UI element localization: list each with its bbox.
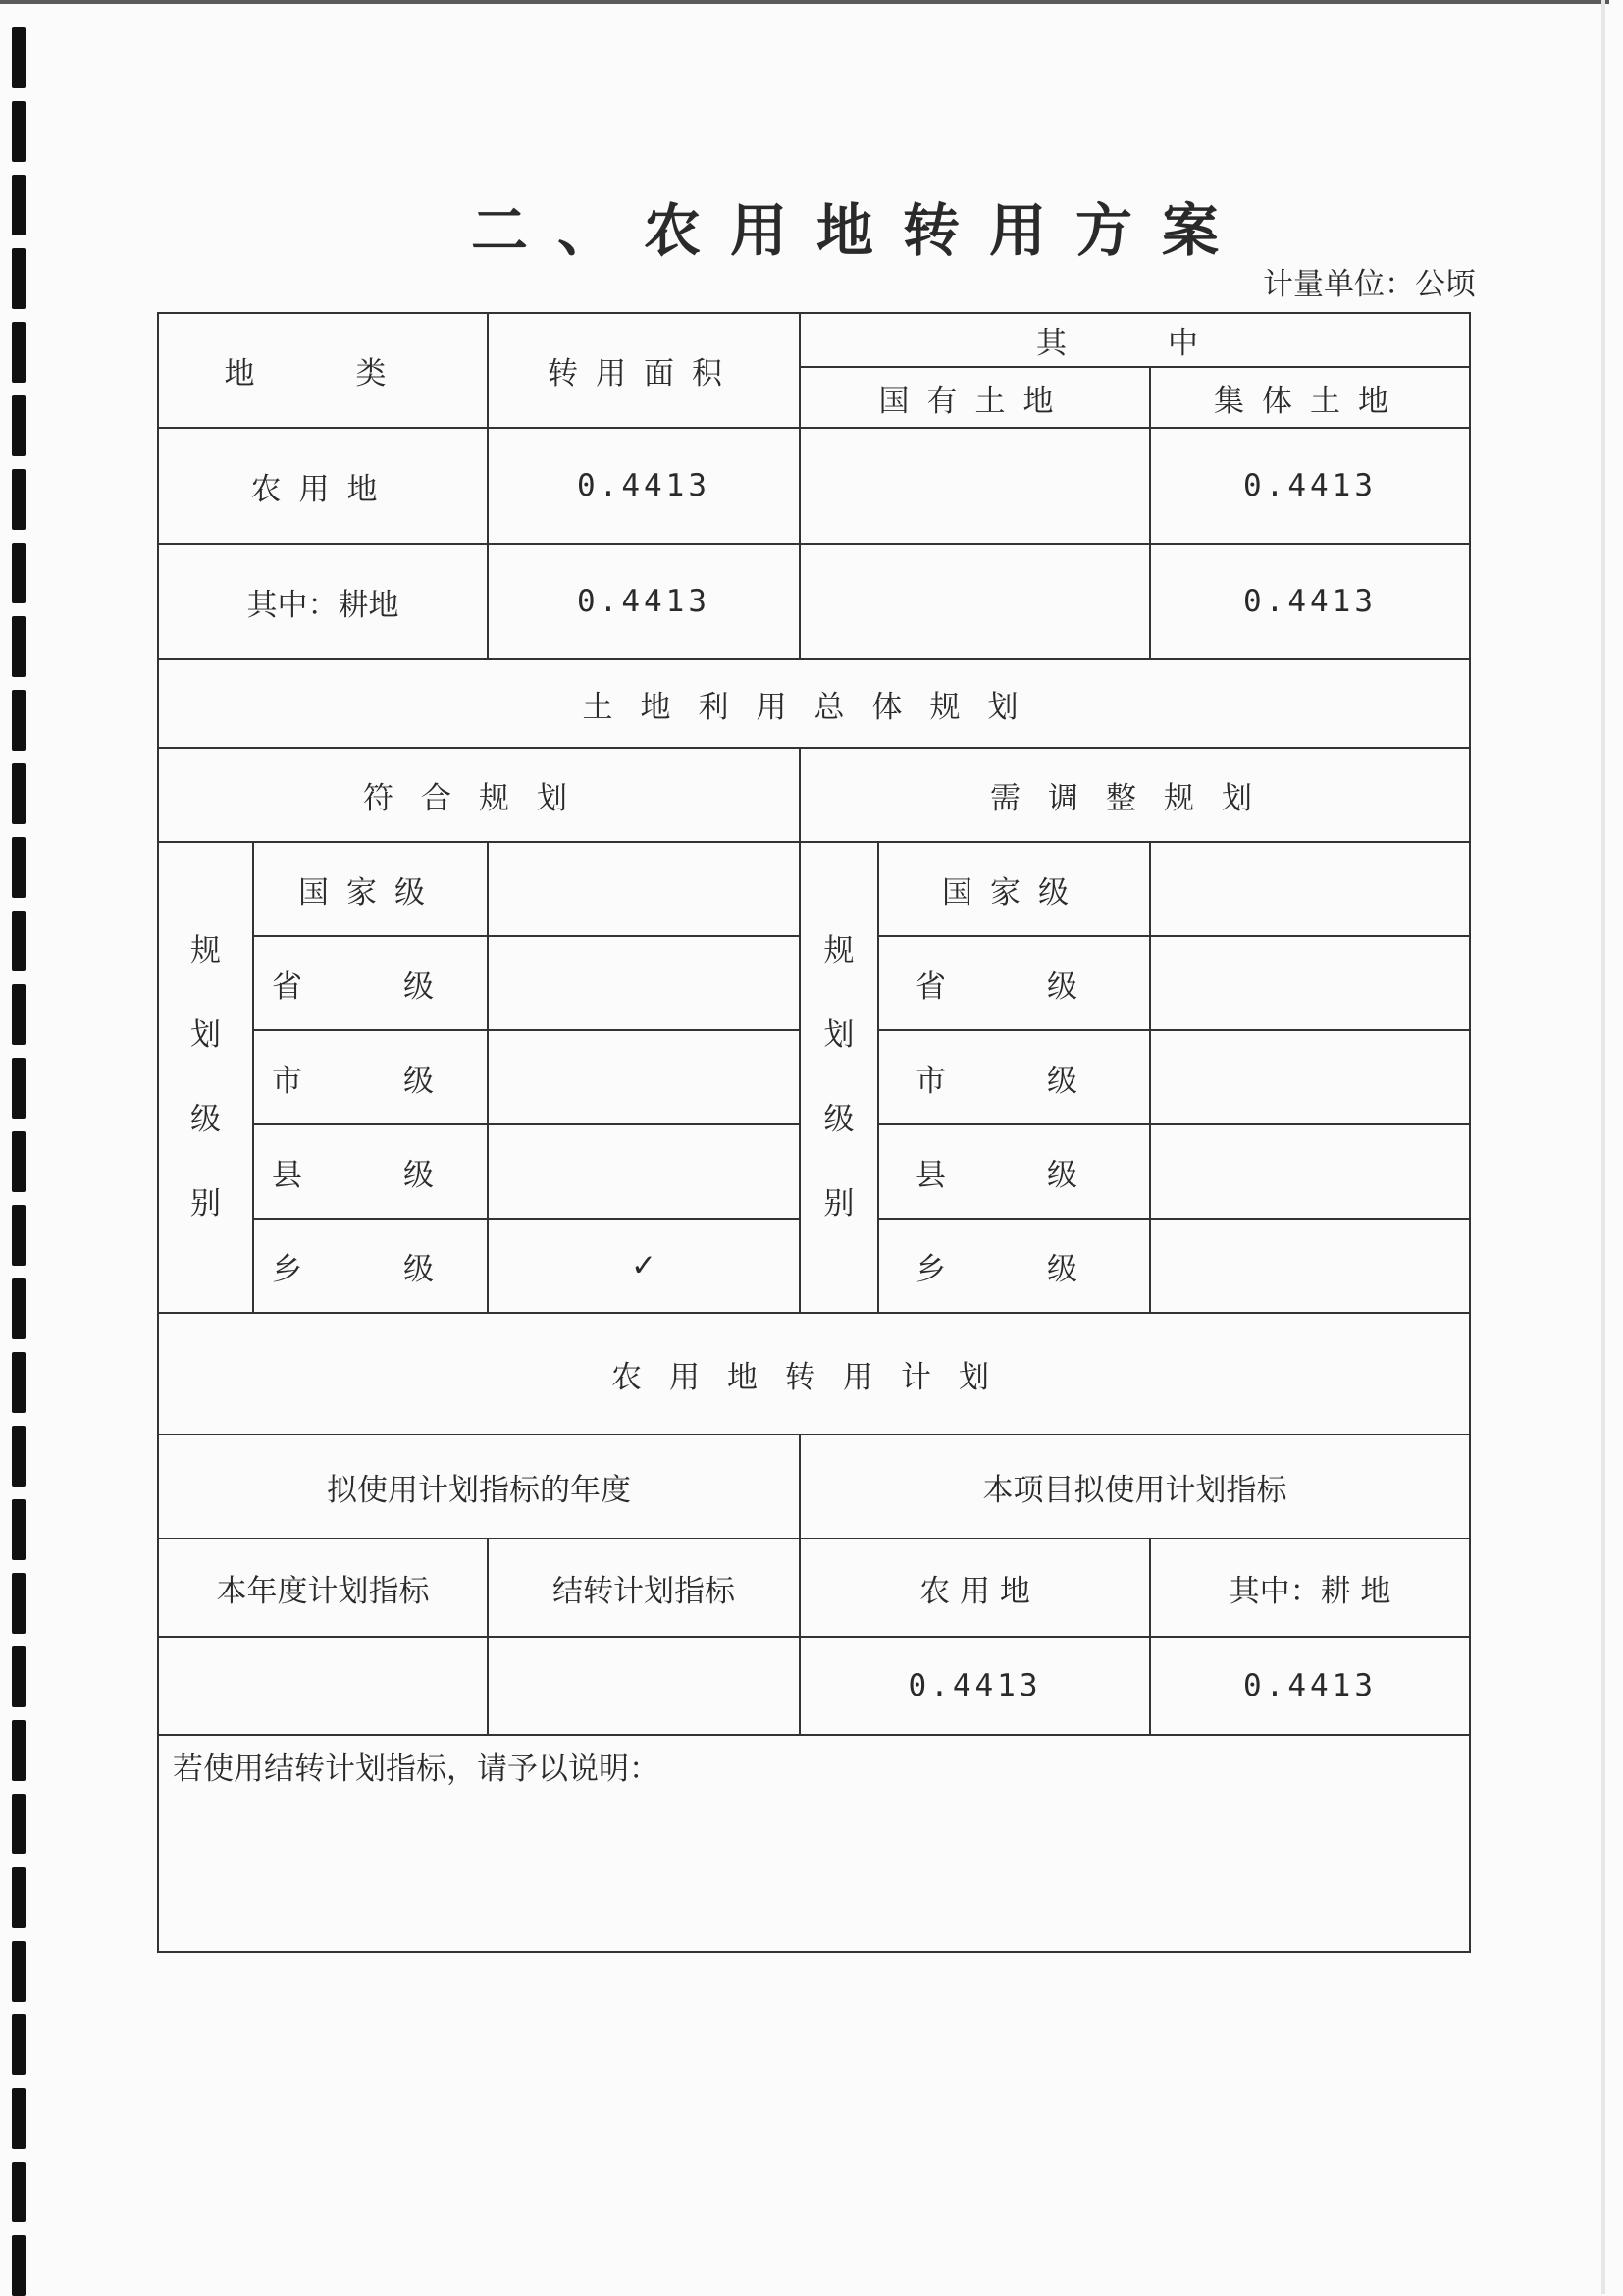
header-carry-over-indicator: 结转计划指标 xyxy=(488,1539,800,1637)
binding-hole xyxy=(12,248,26,309)
level-national-left: 国家级 xyxy=(253,842,488,936)
level-national-right: 国家级 xyxy=(878,842,1150,936)
level-county-left: 县 级 xyxy=(253,1124,488,1219)
binding-hole xyxy=(12,469,26,530)
carry-over-indicator-value xyxy=(488,1637,800,1735)
header-collective-land: 集体土地 xyxy=(1150,367,1470,428)
binding-hole xyxy=(12,322,26,383)
conversion-form xyxy=(157,312,1469,1956)
level-township-left: 乡 级 xyxy=(253,1219,488,1313)
binding-hole xyxy=(12,837,26,898)
header-this-year-indicator: 本年度计划指标 xyxy=(158,1539,488,1637)
binding-hole xyxy=(12,2162,26,2222)
level-municipal-left: 市 级 xyxy=(253,1030,488,1124)
binding-hole xyxy=(12,1131,26,1192)
binding-hole xyxy=(12,1867,26,1928)
binding-hole xyxy=(12,1278,26,1339)
header-of-which: 其 中 xyxy=(800,313,1470,367)
page-top-edge xyxy=(0,0,1609,4)
binding-hole xyxy=(12,690,26,751)
level-national-adjust xyxy=(1150,842,1470,936)
planning-level-group-left: 规 划 级 别 xyxy=(158,842,253,1313)
farmland-collective-value: 0.4413 xyxy=(1150,428,1470,544)
section-title-conversion-plan: 农用地转用计划 xyxy=(158,1313,1470,1435)
cultivated-area-value: 0.4413 xyxy=(488,544,800,659)
binding-hole xyxy=(12,1205,26,1266)
cultivated-collective-value: 0.4413 xyxy=(1150,544,1470,659)
header-state-land: 国有土地 xyxy=(800,367,1150,428)
binding-hole xyxy=(12,175,26,235)
header-cultivated-indicator: 其中：耕 地 xyxy=(1150,1539,1470,1637)
binding-hole xyxy=(12,1646,26,1707)
level-municipal-adjust xyxy=(1150,1030,1470,1124)
level-township-adjust xyxy=(1150,1219,1470,1313)
header-conforming-plan: 符合规划 xyxy=(158,748,800,842)
planning-level-group-right: 规 划 级 别 xyxy=(800,842,878,1313)
binding-hole xyxy=(12,27,26,88)
binding-hole xyxy=(12,1499,26,1560)
carry-over-explanation: 若使用结转计划指标，请予以说明： xyxy=(158,1735,1470,1952)
cultivated-indicator-value: 0.4413 xyxy=(1150,1637,1470,1735)
header-land-type: 地 类 xyxy=(158,313,488,428)
binding-hole xyxy=(12,543,26,603)
document-title: 二、农用地转用方案 xyxy=(471,197,1249,264)
binding-hole xyxy=(12,1352,26,1413)
level-provincial-right: 省 级 xyxy=(878,936,1150,1030)
level-provincial-left: 省 级 xyxy=(253,936,488,1030)
level-county-conforming xyxy=(488,1124,800,1219)
this-year-indicator-value xyxy=(158,1637,488,1735)
binding-hole xyxy=(12,2235,26,2296)
page-right-edge xyxy=(1601,0,1605,2294)
cultivated-state-value xyxy=(800,544,1150,659)
binding-hole xyxy=(12,2088,26,2149)
header-farmland-indicator: 农 用 地 xyxy=(800,1539,1150,1637)
level-county-adjust xyxy=(1150,1124,1470,1219)
level-county-right: 县 级 xyxy=(878,1124,1150,1219)
level-provincial-conforming xyxy=(488,936,800,1030)
row-label-farmland: 农用地 xyxy=(158,428,488,544)
level-national-conforming xyxy=(488,842,800,936)
binding-hole xyxy=(12,911,26,971)
binding-hole xyxy=(12,2014,26,2075)
table-row xyxy=(158,1637,1470,1735)
header-plan-year: 拟使用计划指标的年度 xyxy=(158,1435,800,1539)
row-label-cultivated: 其中：耕地 xyxy=(158,544,488,659)
table-row xyxy=(158,544,1470,659)
header-conversion-area: 转用面积 xyxy=(488,313,800,428)
binding-hole xyxy=(12,763,26,824)
binding-hole xyxy=(12,1794,26,1854)
farmland-state-value xyxy=(800,428,1150,544)
farmland-area-value: 0.4413 xyxy=(488,428,800,544)
binding-hole xyxy=(12,616,26,677)
level-municipal-right: 市 级 xyxy=(878,1030,1150,1124)
binding-hole xyxy=(12,1058,26,1119)
table-row xyxy=(158,428,1470,544)
table-row xyxy=(158,842,1470,936)
level-township-conforming-check-icon: ✓ xyxy=(488,1219,800,1313)
level-township-right: 乡 级 xyxy=(878,1219,1150,1313)
section-title-land-use-plan: 土地利用总体规划 xyxy=(158,659,1470,748)
binding-hole xyxy=(12,1426,26,1487)
binding-hole xyxy=(12,395,26,456)
form-table xyxy=(157,312,1471,1953)
binding-hole xyxy=(12,1720,26,1781)
header-plan-indicator: 本项目拟使用计划指标 xyxy=(800,1435,1470,1539)
header-needs-adjustment: 需调整规划 xyxy=(800,748,1470,842)
binding-hole xyxy=(12,1573,26,1634)
measurement-unit: 计量单位：公顷 xyxy=(1263,267,1476,302)
binding-hole xyxy=(12,1941,26,2002)
farmland-indicator-value: 0.4413 xyxy=(800,1637,1150,1735)
binding-hole xyxy=(12,101,26,162)
binding-hole xyxy=(12,984,26,1045)
level-provincial-adjust xyxy=(1150,936,1470,1030)
level-municipal-conforming xyxy=(488,1030,800,1124)
